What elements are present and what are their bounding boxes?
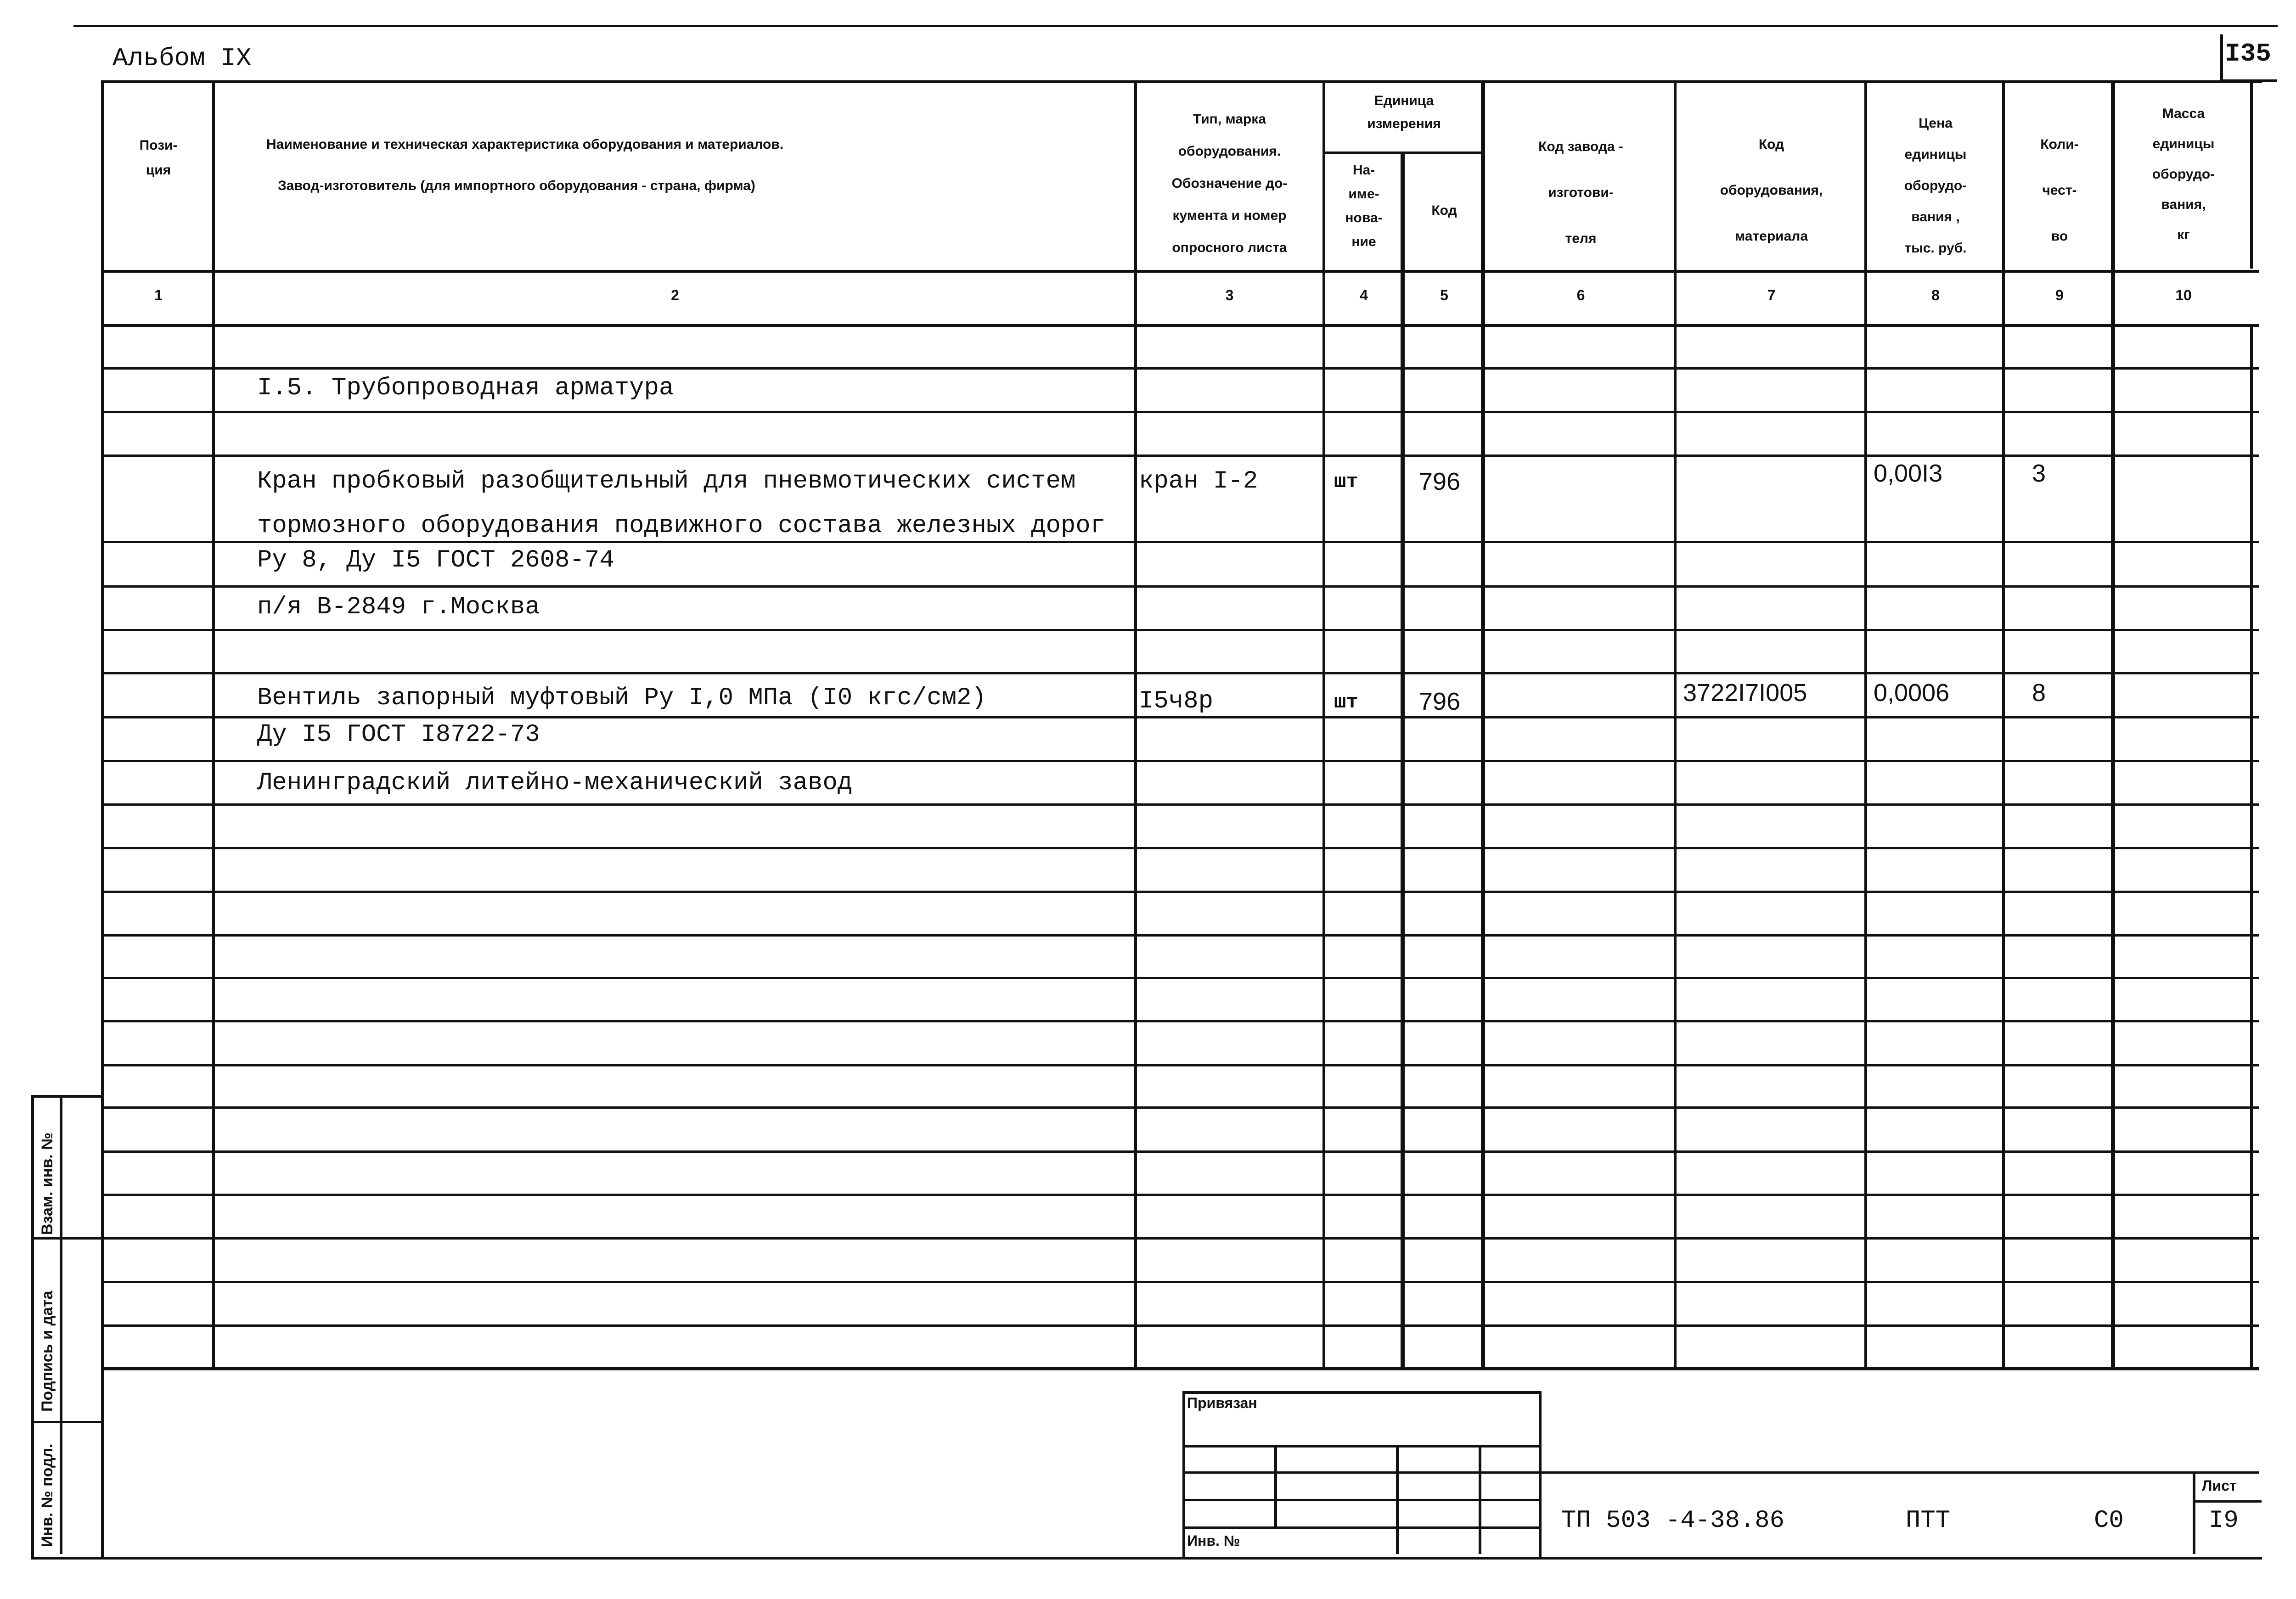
header-unit-code: Код bbox=[1431, 203, 1457, 218]
binding-stamp-line bbox=[1182, 1499, 1539, 1501]
header-unit-name: На- име- нова- ние bbox=[1345, 163, 1383, 249]
numbers-row-line bbox=[101, 324, 2259, 327]
side-stamp-line bbox=[31, 1237, 101, 1240]
row-line bbox=[101, 1150, 2259, 1153]
col-line-3 bbox=[1322, 80, 1325, 1370]
header-name: Наименование и техническая характеристика оборудования и материалов. Завод-изготовитель (для импортного оборудования - страна, фирма) bbox=[266, 137, 784, 193]
row-line bbox=[101, 672, 2259, 674]
row-line bbox=[101, 541, 2259, 543]
document-mark: ПТТ bbox=[1906, 1507, 1951, 1535]
album-label: Альбом IX bbox=[113, 44, 252, 73]
header-position: Пози- ция bbox=[139, 138, 178, 178]
col-line-8 bbox=[2002, 80, 2005, 1370]
col-number-5: 5 bbox=[1440, 287, 1448, 303]
col-number-7: 7 bbox=[1767, 287, 1776, 303]
binding-stamp-line bbox=[1182, 1445, 1539, 1448]
row-line bbox=[101, 1020, 2259, 1022]
row-line bbox=[101, 891, 2259, 893]
row-line bbox=[101, 977, 2259, 979]
item2-equipment-code: 3722I7I005 bbox=[1683, 679, 1807, 707]
row-line bbox=[101, 716, 2259, 718]
item2-unit-code: 796 bbox=[1419, 688, 1461, 715]
col-number-1: 1 bbox=[154, 287, 163, 303]
row-line bbox=[101, 1106, 2259, 1109]
header-equipment-code: Код оборудования, материала bbox=[1720, 137, 1823, 244]
frame-top-line bbox=[73, 25, 2278, 27]
col-number-6: 6 bbox=[1576, 287, 1585, 303]
col-number-10: 10 bbox=[2175, 287, 2192, 303]
sheet-label: Лист bbox=[2202, 1477, 2237, 1494]
unit-split-line bbox=[1322, 151, 1483, 154]
row-line bbox=[101, 367, 2259, 370]
item2-name-line1: Вентиль запорный муфтовый Ру I,0 МПа (I0 кгс/см2) bbox=[257, 684, 986, 712]
item2-unit: шт bbox=[1334, 691, 1358, 714]
header-type: Тип, марка оборудования. Обозначение до- кумента и номер опросного листа bbox=[1171, 112, 1288, 255]
binding-stamp-line bbox=[1182, 1471, 1539, 1474]
side-stamp-replace-inv: Взам. инв. № bbox=[39, 1132, 56, 1235]
item2-price: 0,0006 bbox=[1874, 679, 1950, 707]
item1-name-line1: Кран пробковый разобщительный для пневмотических систем bbox=[257, 467, 1076, 495]
binding-stamp-divider bbox=[1396, 1446, 1399, 1554]
sheet-box-line bbox=[2193, 1500, 2262, 1503]
row-line bbox=[101, 629, 2259, 631]
document-stage: С0 bbox=[2094, 1507, 2124, 1535]
binding-stamp-label: Привязан bbox=[1187, 1395, 1257, 1411]
row-line bbox=[101, 803, 2259, 806]
item2-name-line3: Ленинградский литейно-механический завод bbox=[257, 769, 853, 797]
row-line bbox=[101, 585, 2259, 588]
inventory-number-label: Инв. № bbox=[1187, 1532, 1240, 1549]
row-line bbox=[101, 1194, 2259, 1196]
row-line bbox=[101, 1324, 2259, 1327]
document-code: ТП 503 -4-38.86 bbox=[1561, 1507, 1785, 1535]
col-number-4: 4 bbox=[1360, 287, 1368, 303]
side-stamp-divider bbox=[60, 1095, 62, 1554]
col-number-3: 3 bbox=[1225, 287, 1234, 303]
section-title: I.5. Трубопроводная арматура bbox=[257, 374, 674, 402]
sheet-number: I9 bbox=[2209, 1507, 2239, 1535]
side-stamp-signature-date: Подпись и дата bbox=[39, 1290, 56, 1412]
side-stamp-orig-inv: Инв. № подл. bbox=[39, 1443, 56, 1547]
item1-price: 0,00I3 bbox=[1874, 460, 1943, 487]
col-line-7 bbox=[1864, 80, 1867, 1370]
item1-name-line3: Ру 8, Ду I5 ГОСТ 2608-74 bbox=[257, 546, 614, 574]
item1-unit-code: 796 bbox=[1419, 468, 1461, 495]
item1-type: кран I-2 bbox=[1139, 467, 1258, 495]
sheet-number-top: I35 bbox=[2225, 39, 2271, 68]
binding-stamp-divider bbox=[1479, 1446, 1481, 1554]
col-line-4 bbox=[1401, 154, 1405, 1370]
row-line bbox=[101, 760, 2259, 762]
col-number-9: 9 bbox=[2055, 287, 2064, 303]
row-line bbox=[101, 1064, 2259, 1066]
row-line bbox=[101, 411, 2259, 413]
item1-quantity: 3 bbox=[2032, 460, 2046, 487]
col-line-1 bbox=[212, 80, 215, 1370]
header-quantity: Коли- чест- во bbox=[2040, 137, 2079, 244]
col-line-2 bbox=[1134, 80, 1137, 1370]
item1-name-line2: тормозного оборудования подвижного состава железных дорог bbox=[257, 512, 1106, 540]
col-number-2: 2 bbox=[671, 287, 679, 303]
row-line bbox=[101, 934, 2259, 937]
row-line bbox=[101, 1237, 2259, 1240]
header-unit: Единица измерения bbox=[1367, 93, 1441, 131]
col-number-8: 8 bbox=[1931, 287, 1940, 303]
col-line-6 bbox=[1674, 80, 1677, 1370]
col-line-5 bbox=[1481, 80, 1485, 1370]
item2-type: I5ч8р bbox=[1139, 687, 1214, 715]
body-bottom-line bbox=[101, 1367, 2259, 1370]
item1-name-line4: п/я В-2849 г.Москва bbox=[257, 593, 540, 621]
header-bottom-line bbox=[101, 270, 2259, 273]
row-line bbox=[101, 1281, 2259, 1283]
header-mass: Масса единицы оборудо- вания, кг bbox=[2152, 106, 2215, 242]
binding-stamp bbox=[1182, 1391, 1542, 1557]
col-line-9 bbox=[2111, 80, 2115, 1370]
binding-stamp-line bbox=[1182, 1526, 1539, 1529]
header-price: Цена единицы оборудо- вания , тыс. руб. bbox=[1904, 116, 1967, 256]
title-block-top-line bbox=[1536, 1471, 2259, 1474]
item2-name-line2: Ду I5 ГОСТ I8722-73 bbox=[257, 721, 540, 749]
header-factory-code: Код завода - изготови- теля bbox=[1538, 139, 1623, 246]
binding-stamp-divider bbox=[1274, 1446, 1277, 1528]
row-line bbox=[101, 454, 2259, 457]
side-stamp-line bbox=[31, 1421, 101, 1423]
item2-quantity: 8 bbox=[2032, 679, 2046, 707]
item1-unit: шт bbox=[1334, 471, 1358, 494]
row-line bbox=[101, 847, 2259, 849]
